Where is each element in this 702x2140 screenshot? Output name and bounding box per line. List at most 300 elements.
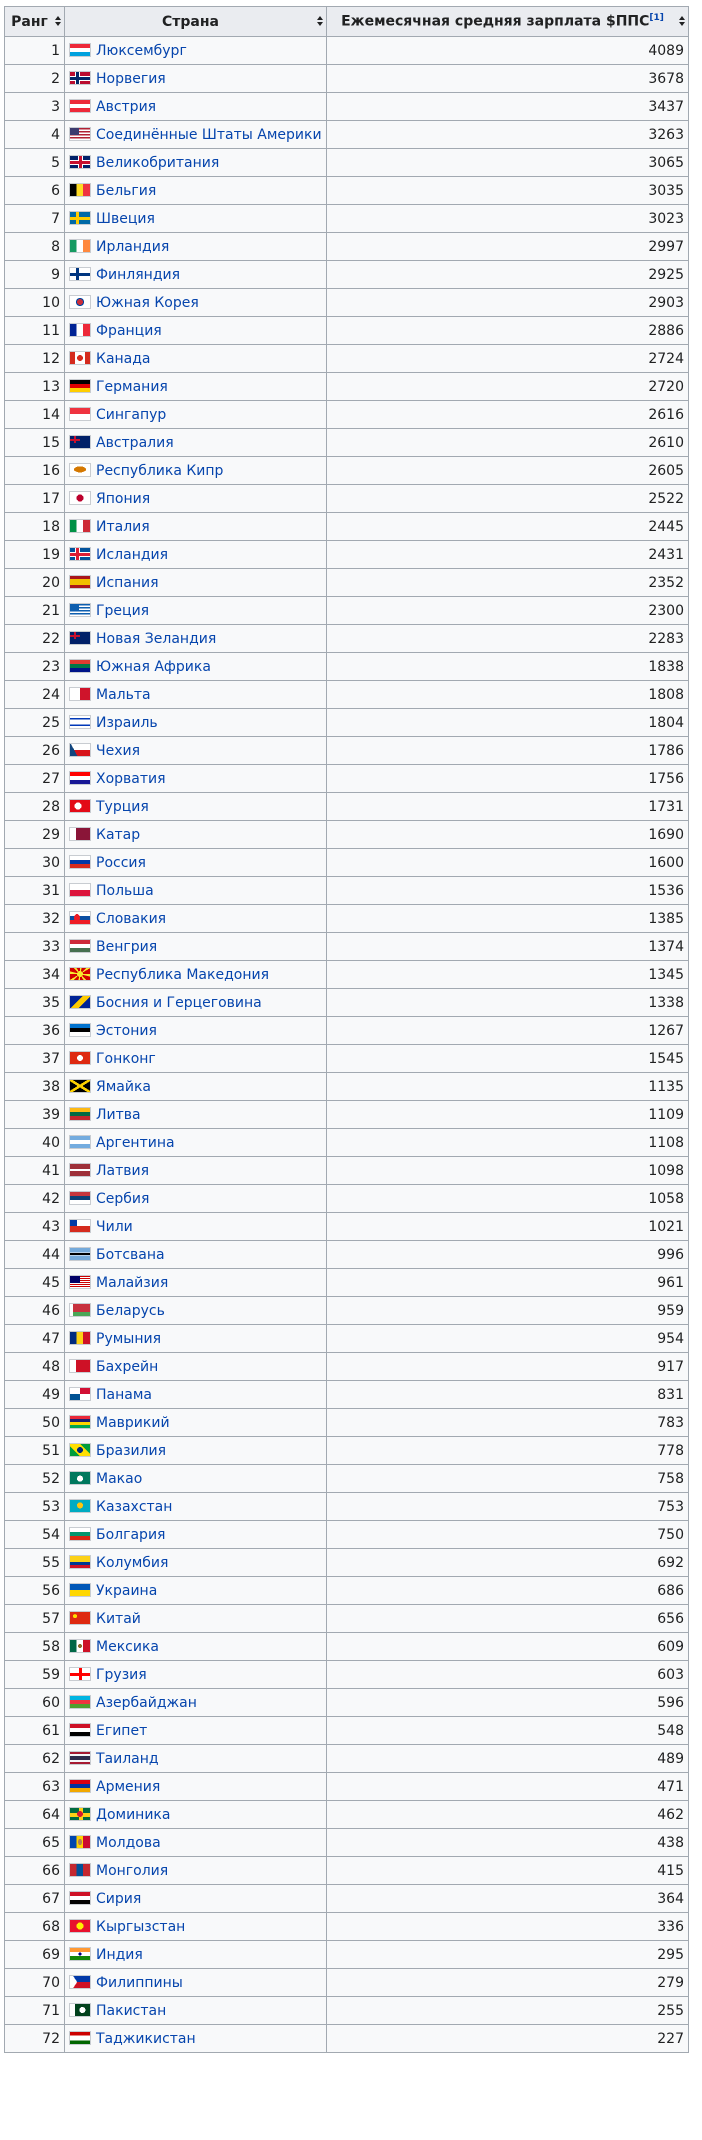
- country-link[interactable]: Норвегия: [96, 70, 166, 87]
- country-link[interactable]: Кыргызстан: [96, 1918, 186, 1935]
- salary-cell: 2610: [327, 429, 689, 457]
- salary-cell: 2616: [327, 401, 689, 429]
- country-link[interactable]: Новая Зеландия: [96, 630, 217, 647]
- country-cell: [65, 1157, 327, 1185]
- table-row: [5, 1689, 689, 1717]
- rank-cell: 26: [5, 737, 65, 765]
- country-link[interactable]: Панама: [96, 1386, 152, 1403]
- country-link[interactable]: Турция: [96, 798, 149, 815]
- rank-cell: 67: [5, 1885, 65, 1913]
- salary-cell: 336: [327, 1913, 689, 1941]
- country-cell: [65, 1913, 327, 1941]
- rank-cell: 47: [5, 1325, 65, 1353]
- salary-cell: 2352: [327, 569, 689, 597]
- rank-cell: 21: [5, 597, 65, 625]
- country-link[interactable]: Армения: [96, 1778, 161, 1795]
- flag-icon: [69, 519, 91, 533]
- table-row: [5, 1073, 689, 1101]
- country-cell: [65, 317, 327, 345]
- rank-cell: 69: [5, 1941, 65, 1969]
- country-link[interactable]: Австралия: [96, 434, 174, 451]
- rank-cell: 15: [5, 429, 65, 457]
- country-link[interactable]: Индия: [96, 1946, 143, 1963]
- country-link[interactable]: Бахрейн: [96, 1358, 159, 1375]
- country-link[interactable]: Южная Африка: [96, 658, 211, 675]
- country-link[interactable]: Румыния: [96, 1330, 162, 1347]
- salary-cell: 2724: [327, 345, 689, 373]
- flag-icon: [69, 351, 91, 365]
- country-cell: [65, 1045, 327, 1073]
- table-row: [5, 709, 689, 737]
- flag-icon: [69, 1275, 91, 1289]
- table-row: [5, 1129, 689, 1157]
- country-header[interactable]: [65, 7, 327, 37]
- country-cell: [65, 37, 327, 65]
- salary-cell: 2445: [327, 513, 689, 541]
- salary-cell: 996: [327, 1241, 689, 1269]
- country-cell: [65, 625, 327, 653]
- flag-icon: [69, 2003, 91, 2017]
- flag-icon: [69, 1723, 91, 1737]
- salary-cell: 917: [327, 1353, 689, 1381]
- flag-icon: [69, 155, 91, 169]
- country-cell: [65, 1521, 327, 1549]
- flag-icon: [69, 1079, 91, 1093]
- country-link[interactable]: Азербайджан: [96, 1694, 197, 1711]
- country-cell: [65, 569, 327, 597]
- country-link[interactable]: Бразилия: [96, 1442, 167, 1459]
- table-row: [5, 149, 689, 177]
- country-link[interactable]: Маврикий: [96, 1414, 170, 1431]
- salary-cell: 1385: [327, 905, 689, 933]
- country-link[interactable]: Бельгия: [96, 182, 157, 199]
- salary-cell: 656: [327, 1605, 689, 1633]
- rank-cell: 45: [5, 1269, 65, 1297]
- salary-cell: 1804: [327, 709, 689, 737]
- flag-icon: [69, 1947, 91, 1961]
- flag-icon: [69, 1359, 91, 1373]
- rank-cell: 1: [5, 37, 65, 65]
- rank-cell: 16: [5, 457, 65, 485]
- country-cell: [65, 1185, 327, 1213]
- country-link[interactable]: Люксембург: [96, 42, 187, 59]
- salary-cell: 1058: [327, 1185, 689, 1213]
- country-cell: [65, 1997, 327, 2025]
- salary-cell: 2997: [327, 233, 689, 261]
- country-link[interactable]: Финляндия: [96, 266, 181, 283]
- country-link[interactable]: Макао: [96, 1470, 143, 1487]
- rank-cell: 6: [5, 177, 65, 205]
- rank-cell: 27: [5, 765, 65, 793]
- country-link[interactable]: Канада: [96, 350, 151, 367]
- flag-icon: [69, 491, 91, 505]
- table-row: [5, 1185, 689, 1213]
- country-link[interactable]: Монголия: [96, 1862, 169, 1879]
- table-row: [5, 1437, 689, 1465]
- table-row: [5, 1493, 689, 1521]
- country-link[interactable]: Беларусь: [96, 1302, 165, 1319]
- country-link[interactable]: Таиланд: [96, 1750, 159, 1767]
- country-cell: [65, 1129, 327, 1157]
- country-link[interactable]: Чили: [96, 1218, 133, 1235]
- country-link[interactable]: Литва: [96, 1106, 141, 1123]
- country-cell: [65, 765, 327, 793]
- rank-cell: 44: [5, 1241, 65, 1269]
- salary-cell: 1545: [327, 1045, 689, 1073]
- table-row: [5, 1549, 689, 1577]
- flag-icon: [69, 1331, 91, 1345]
- rank-cell: 51: [5, 1437, 65, 1465]
- country-cell: [65, 681, 327, 709]
- flag-icon: [69, 435, 91, 449]
- flag-icon: [69, 1163, 91, 1177]
- country-link[interactable]: Ботсвана: [96, 1246, 165, 1263]
- rank-cell: 14: [5, 401, 65, 429]
- flag-icon: [69, 295, 91, 309]
- country-link[interactable]: Австрия: [96, 98, 157, 115]
- table-row: [5, 1325, 689, 1353]
- rank-cell: 39: [5, 1101, 65, 1129]
- salary-cell: 2522: [327, 485, 689, 513]
- country-cell: [65, 1633, 327, 1661]
- country-link[interactable]: Чехия: [96, 742, 141, 759]
- country-cell: [65, 1269, 327, 1297]
- country-cell: [65, 793, 327, 821]
- country-link[interactable]: Болгария: [96, 1526, 166, 1543]
- country-cell: [65, 1549, 327, 1577]
- country-link[interactable]: Таджикистан: [96, 2030, 196, 2047]
- country-link[interactable]: Сирия: [96, 1890, 142, 1907]
- country-cell: [65, 1101, 327, 1129]
- country-cell: [65, 1465, 327, 1493]
- country-cell: [65, 709, 327, 737]
- country-link[interactable]: Польша: [96, 882, 154, 899]
- country-link[interactable]: Республика Македония: [96, 966, 270, 983]
- flag-icon: [69, 547, 91, 561]
- salary-cell: 954: [327, 1325, 689, 1353]
- flag-icon: [69, 995, 91, 1009]
- country-cell: [65, 121, 327, 149]
- country-cell: [65, 149, 327, 177]
- country-cell: [65, 1409, 327, 1437]
- table-row: [5, 1241, 689, 1269]
- sort-icon[interactable]: [317, 16, 323, 26]
- country-link[interactable]: Венгрия: [96, 938, 158, 955]
- salary-cell: 1838: [327, 653, 689, 681]
- country-link[interactable]: Южная Корея: [96, 294, 199, 311]
- flag-icon: [69, 1499, 91, 1513]
- rank-cell: 71: [5, 1997, 65, 2025]
- country-cell: [65, 345, 327, 373]
- flag-icon: [69, 715, 91, 729]
- country-link[interactable]: Катар: [96, 826, 141, 843]
- flag-icon: [69, 1779, 91, 1793]
- country-link[interactable]: Босния и Герцеговина: [96, 994, 262, 1011]
- sort-icon[interactable]: [679, 16, 685, 26]
- salary-cell: 295: [327, 1941, 689, 1969]
- flag-icon: [69, 71, 91, 85]
- rank-cell: 58: [5, 1633, 65, 1661]
- table-row: [5, 1801, 689, 1829]
- salary-cell: 3065: [327, 149, 689, 177]
- country-cell: [65, 1017, 327, 1045]
- flag-icon: [69, 239, 91, 253]
- country-cell: [65, 485, 327, 513]
- table-row: [5, 597, 689, 625]
- flag-icon: [69, 323, 91, 337]
- country-cell: [65, 541, 327, 569]
- country-link[interactable]: Россия: [96, 854, 146, 871]
- country-cell: [65, 261, 327, 289]
- flag-icon: [69, 743, 91, 757]
- flag-icon: [69, 1835, 91, 1849]
- flag-icon: [69, 1023, 91, 1037]
- salary-cell: 3023: [327, 205, 689, 233]
- country-link[interactable]: Колумбия: [96, 1554, 169, 1571]
- salary-cell: 1109: [327, 1101, 689, 1129]
- table-row: [5, 541, 689, 569]
- country-link[interactable]: Латвия: [96, 1162, 150, 1179]
- country-link[interactable]: Китай: [96, 1610, 141, 1627]
- salary-cell: 686: [327, 1577, 689, 1605]
- flag-icon: [69, 1639, 91, 1653]
- country-link[interactable]: Аргентина: [96, 1134, 175, 1151]
- country-link[interactable]: Казахстан: [96, 1498, 173, 1515]
- salary-cell: 255: [327, 1997, 689, 2025]
- rank-cell: 68: [5, 1913, 65, 1941]
- salary-cell: 1135: [327, 1073, 689, 1101]
- country-cell: [65, 821, 327, 849]
- table-row: [5, 1381, 689, 1409]
- rank-cell: 48: [5, 1353, 65, 1381]
- table-row: [5, 1745, 689, 1773]
- flag-icon: [69, 1135, 91, 1149]
- country-link[interactable]: Малайзия: [96, 1274, 169, 1291]
- table-row: [5, 1409, 689, 1437]
- flag-icon: [69, 1387, 91, 1401]
- table-row: [5, 793, 689, 821]
- salary-cell: 1267: [327, 1017, 689, 1045]
- country-link[interactable]: Германия: [96, 378, 168, 395]
- table-row: [5, 2025, 689, 2053]
- country-cell: [65, 233, 327, 261]
- country-header-label: Страна: [162, 13, 219, 30]
- salary-header[interactable]: [327, 7, 689, 37]
- table-row: [5, 653, 689, 681]
- rank-cell: 38: [5, 1073, 65, 1101]
- rank-cell: 5: [5, 149, 65, 177]
- salary-cell: 603: [327, 1661, 689, 1689]
- rank-cell: 19: [5, 541, 65, 569]
- table-row: [5, 345, 689, 373]
- table-row: [5, 905, 689, 933]
- salary-cell: 750: [327, 1521, 689, 1549]
- rank-cell: 12: [5, 345, 65, 373]
- country-cell: [65, 1241, 327, 1269]
- salary-cell: 2283: [327, 625, 689, 653]
- country-link[interactable]: Исландия: [96, 546, 169, 563]
- country-link[interactable]: Франция: [96, 322, 162, 339]
- country-cell: [65, 1381, 327, 1409]
- country-link[interactable]: Филиппины: [96, 1974, 183, 1991]
- rank-cell: 57: [5, 1605, 65, 1633]
- flag-icon: [69, 1471, 91, 1485]
- country-link[interactable]: Пакистан: [96, 2002, 167, 2019]
- country-link[interactable]: Хорватия: [96, 770, 166, 787]
- country-link[interactable]: Словакия: [96, 910, 167, 927]
- country-link[interactable]: Испания: [96, 574, 159, 591]
- country-cell: [65, 1941, 327, 1969]
- country-link[interactable]: Эстония: [96, 1022, 157, 1039]
- flag-icon: [69, 43, 91, 57]
- table-row: [5, 205, 689, 233]
- country-cell: [65, 597, 327, 625]
- country-link[interactable]: Израиль: [96, 714, 158, 731]
- table-row: [5, 1829, 689, 1857]
- country-cell: [65, 737, 327, 765]
- flag-icon: [69, 1527, 91, 1541]
- table-row: [5, 765, 689, 793]
- flag-icon: [69, 1191, 91, 1205]
- salary-cell: 1731: [327, 793, 689, 821]
- country-link[interactable]: Египет: [96, 1722, 148, 1739]
- flag-icon: [69, 2031, 91, 2045]
- country-link[interactable]: Япония: [96, 490, 151, 507]
- country-cell: [65, 961, 327, 989]
- country-link[interactable]: Мексика: [96, 1638, 159, 1655]
- country-cell: [65, 933, 327, 961]
- table-row: [5, 1885, 689, 1913]
- rank-cell: 8: [5, 233, 65, 261]
- table-row: [5, 289, 689, 317]
- country-link[interactable]: Соединённые Штаты Америки: [96, 126, 322, 143]
- salary-cell: 1108: [327, 1129, 689, 1157]
- rank-cell: 30: [5, 849, 65, 877]
- table-row: [5, 261, 689, 289]
- flag-icon: [69, 99, 91, 113]
- country-link[interactable]: Республика Кипр: [96, 462, 224, 479]
- flag-icon: [69, 1891, 91, 1905]
- flag-icon: [69, 911, 91, 925]
- salary-cell: 2300: [327, 597, 689, 625]
- table-row: [5, 93, 689, 121]
- country-cell: [65, 1885, 327, 1913]
- rank-cell: 46: [5, 1297, 65, 1325]
- salary-cell: 2925: [327, 261, 689, 289]
- table-row: [5, 1269, 689, 1297]
- rank-cell: 18: [5, 513, 65, 541]
- table-row: [5, 821, 689, 849]
- flag-icon: [69, 883, 91, 897]
- rank-cell: 50: [5, 1409, 65, 1437]
- country-link[interactable]: Ямайка: [96, 1078, 152, 1095]
- salary-cell: 778: [327, 1437, 689, 1465]
- flag-icon: [69, 603, 91, 617]
- rank-cell: 29: [5, 821, 65, 849]
- flag-icon: [69, 631, 91, 645]
- rank-cell: 13: [5, 373, 65, 401]
- salary-cell: 2431: [327, 541, 689, 569]
- country-link[interactable]: Сербия: [96, 1190, 150, 1207]
- country-link[interactable]: Греция: [96, 602, 150, 619]
- salary-cell: 1786: [327, 737, 689, 765]
- country-cell: [65, 1829, 327, 1857]
- table-row: [5, 177, 689, 205]
- salary-cell: 783: [327, 1409, 689, 1437]
- flag-icon: [69, 1415, 91, 1429]
- rank-cell: 60: [5, 1689, 65, 1717]
- reference-link[interactable]: [1]: [649, 13, 664, 24]
- flag-icon: [69, 1863, 91, 1877]
- flag-icon: [69, 1303, 91, 1317]
- country-link[interactable]: Ирландия: [96, 238, 170, 255]
- salary-cell: 438: [327, 1829, 689, 1857]
- table-row: [5, 317, 689, 345]
- country-link[interactable]: Италия: [96, 518, 150, 535]
- country-cell: [65, 93, 327, 121]
- rank-cell: 9: [5, 261, 65, 289]
- salary-cell: 548: [327, 1717, 689, 1745]
- salary-header-label: Ежемесячная средняя зарплата $ППС: [341, 13, 650, 30]
- table-row: [5, 1773, 689, 1801]
- rank-header[interactable]: [5, 7, 65, 37]
- table-row: [5, 457, 689, 485]
- rank-cell: 70: [5, 1969, 65, 1997]
- country-cell: [65, 2025, 327, 2053]
- country-cell: [65, 1073, 327, 1101]
- table-row: [5, 513, 689, 541]
- rank-cell: 32: [5, 905, 65, 933]
- salary-table: [4, 6, 689, 2053]
- country-cell: [65, 1605, 327, 1633]
- salary-cell: 462: [327, 1801, 689, 1829]
- country-link[interactable]: Украина: [96, 1582, 158, 1599]
- rank-cell: 11: [5, 317, 65, 345]
- country-link[interactable]: Швеция: [96, 210, 155, 227]
- country-link[interactable]: Доминика: [96, 1806, 171, 1823]
- salary-cell: 415: [327, 1857, 689, 1885]
- country-cell: [65, 877, 327, 905]
- salary-cell: 3263: [327, 121, 689, 149]
- country-link[interactable]: Молдова: [96, 1834, 161, 1851]
- flag-icon: [69, 575, 91, 589]
- salary-cell: 758: [327, 1465, 689, 1493]
- rank-cell: 63: [5, 1773, 65, 1801]
- rank-cell: 55: [5, 1549, 65, 1577]
- country-cell: [65, 177, 327, 205]
- header-row: [5, 7, 689, 37]
- country-link[interactable]: Гонконг: [96, 1050, 156, 1067]
- salary-cell: 692: [327, 1549, 689, 1577]
- country-cell: [65, 1717, 327, 1745]
- table-row: [5, 1353, 689, 1381]
- country-link[interactable]: Грузия: [96, 1666, 147, 1683]
- table-row: [5, 681, 689, 709]
- table-row: [5, 65, 689, 93]
- country-link[interactable]: Великобритания: [96, 154, 220, 171]
- sort-icon[interactable]: [55, 16, 61, 26]
- flag-icon: [69, 1919, 91, 1933]
- country-cell: [65, 65, 327, 93]
- table-row: [5, 849, 689, 877]
- country-cell: [65, 1353, 327, 1381]
- country-link[interactable]: Мальта: [96, 686, 151, 703]
- country-link[interactable]: Сингапур: [96, 406, 167, 423]
- table-row: [5, 485, 689, 513]
- flag-icon: [69, 1611, 91, 1625]
- rank-cell: 65: [5, 1829, 65, 1857]
- country-cell: [65, 849, 327, 877]
